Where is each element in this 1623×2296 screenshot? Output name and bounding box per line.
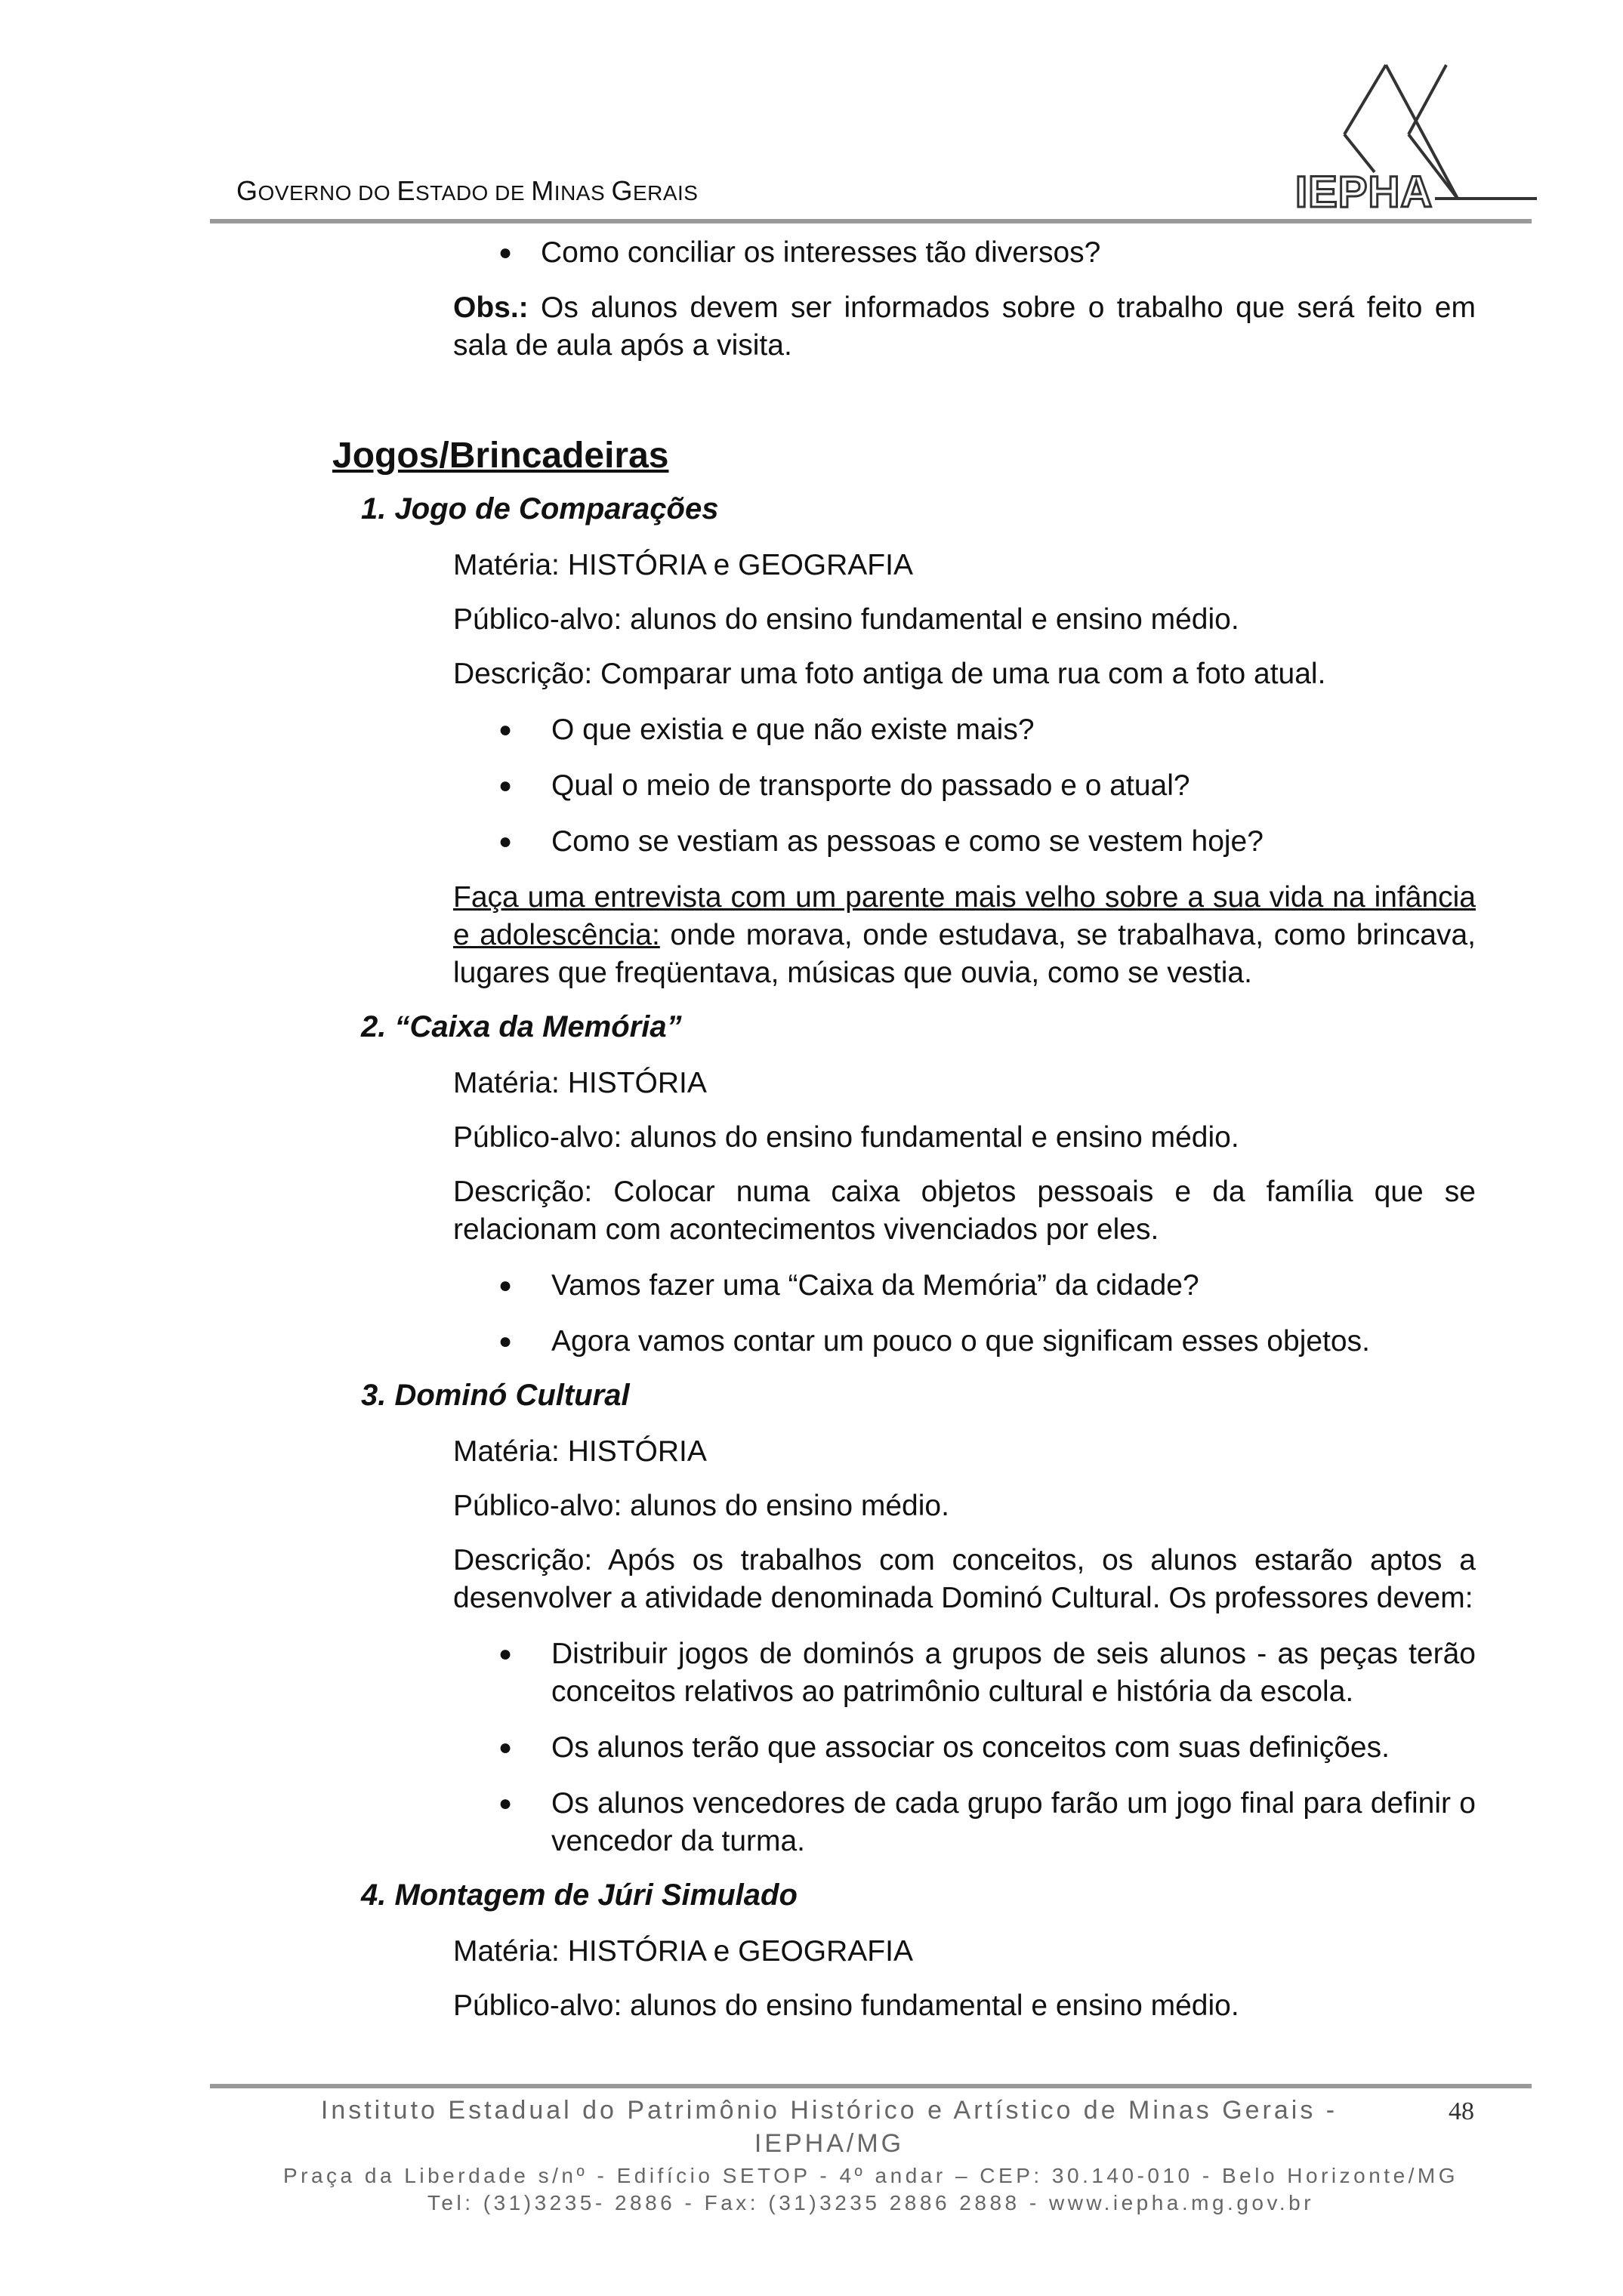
header-title: GOVERNO DO ESTADO DE MINAS GERAIS [236,175,699,206]
footer-address: Praça da Liberdade s/nº - Edifício SETOP - 4º andar – CEP: 30.140-010 - Belo Horizonte/MG [282,2164,1459,2187]
bullet-dot-icon: ● [498,240,513,265]
game1-publico: Público-alvo: alunos do ensino fundamental e ensino médio. [453,603,1239,636]
bullet-dot-icon: ● [498,717,513,742]
game1-descricao: Descrição: Comparar uma foto antiga de uma rua com a foto atual. [453,658,1326,690]
game3-bullet: ● Os alunos terão que associar os conceitos com suas definições. [498,1729,1476,1767]
footer-contact: Tel: (31)3235- 2886 - Fax: (31)3235 2886 2888 - www.iepha.mg.gov.br [427,2191,1315,2214]
game3-publico: Público-alvo: alunos do ensino médio. [453,1490,949,1522]
bullet-dot-icon: ● [498,773,513,798]
bullet-dot-icon: ● [498,829,513,854]
footer-institution: Instituto Estadual do Patrimônio Histórico e Artístico de Minas Gerais - [320,2096,1338,2125]
game1-bullet: ● Qual o meio de transporte do passado e o atual? [498,767,1480,805]
game3-materia: Matéria: HISTÓRIA [453,1435,707,1468]
game2-title: 2. “Caixa da Memória” [361,1010,682,1043]
game4-materia: Matéria: HISTÓRIA e GEOGRAFIA [453,1935,913,1968]
bullet-dot-icon: ● [498,1329,513,1354]
footer-acronym: IEPHA/MG [754,2129,905,2158]
game1-bullet: ● Como se vestiam as pessoas e como se vestem hoje? [498,823,1480,861]
game3-bullet: ● Os alunos vencedores de cada grupo farão um jogo final para definir o vencedor da turma. [498,1785,1476,1860]
bullet-dot-icon: ● [498,1791,513,1816]
footer-divider [210,2084,1532,2088]
game1-title: 1. Jogo de Comparações [361,492,719,525]
bullet-dot-icon: ● [498,1273,513,1298]
obs-paragraph: Obs.: Os alunos devem ser informados sobre o trabalho que será feito em sala de aula após a visita. [453,291,1476,362]
bullet-dot-icon: ● [498,1735,513,1760]
game1-materia: Matéria: HISTÓRIA e GEOGRAFIA [453,549,913,581]
header-divider [210,219,1532,223]
game4-title: 4. Montagem de Júri Simulado [361,1878,798,1912]
intro-bullet: ● Como conciliar os interesses tão diversos? [498,234,1480,272]
game3-title: 3. Dominó Cultural [361,1379,630,1412]
section-title: Jogos/Brincadeiras [332,436,669,476]
page-number: 48 [1449,2097,1474,2125]
game1-bullet: ● O que existia e que não existe mais? [498,711,1480,749]
game2-materia: Matéria: HISTÓRIA [453,1067,707,1099]
game2-publico: Público-alvo: alunos do ensino fundamental e ensino médio. [453,1121,1239,1154]
game1-entrevista: Faça uma entrevista com um parente mais velho sobre a sua vida na infância e adolescência: onde morava, onde estudava, se trabalhava, como brincava, lugares que freqüentava, músicas que ouvia, como se vestia. [453,881,1476,989]
logo-text: IEPHA [1295,168,1433,210]
game4-publico: Público-alvo: alunos do ensino fundamental e ensino médio. [453,1989,1239,2022]
game2-bullet: ● Agora vamos contar um pouco o que significam esses objetos. [498,1323,1480,1361]
bullet-dot-icon: ● [498,1641,513,1666]
game3-bullet: ● Distribuir jogos de dominós a grupos de seis alunos - as peças terão conceitos relativos ao patrimônio cultural e história da escola. [498,1635,1476,1711]
game3-descricao: Descrição: Após os trabalhos com conceitos, os alunos estarão aptos a desenvolver a atividade denominada Dominó Cultural. Os professores devem: [453,1544,1476,1614]
game2-descricao: Descrição: Colocar numa caixa objetos pessoais e da família que se relacionam com acontecimentos vivenciados por eles. [453,1176,1476,1246]
game2-bullet: ● Vamos fazer uma “Caixa da Memória” da cidade? [498,1267,1480,1305]
iepha-logo [1284,59,1541,210]
